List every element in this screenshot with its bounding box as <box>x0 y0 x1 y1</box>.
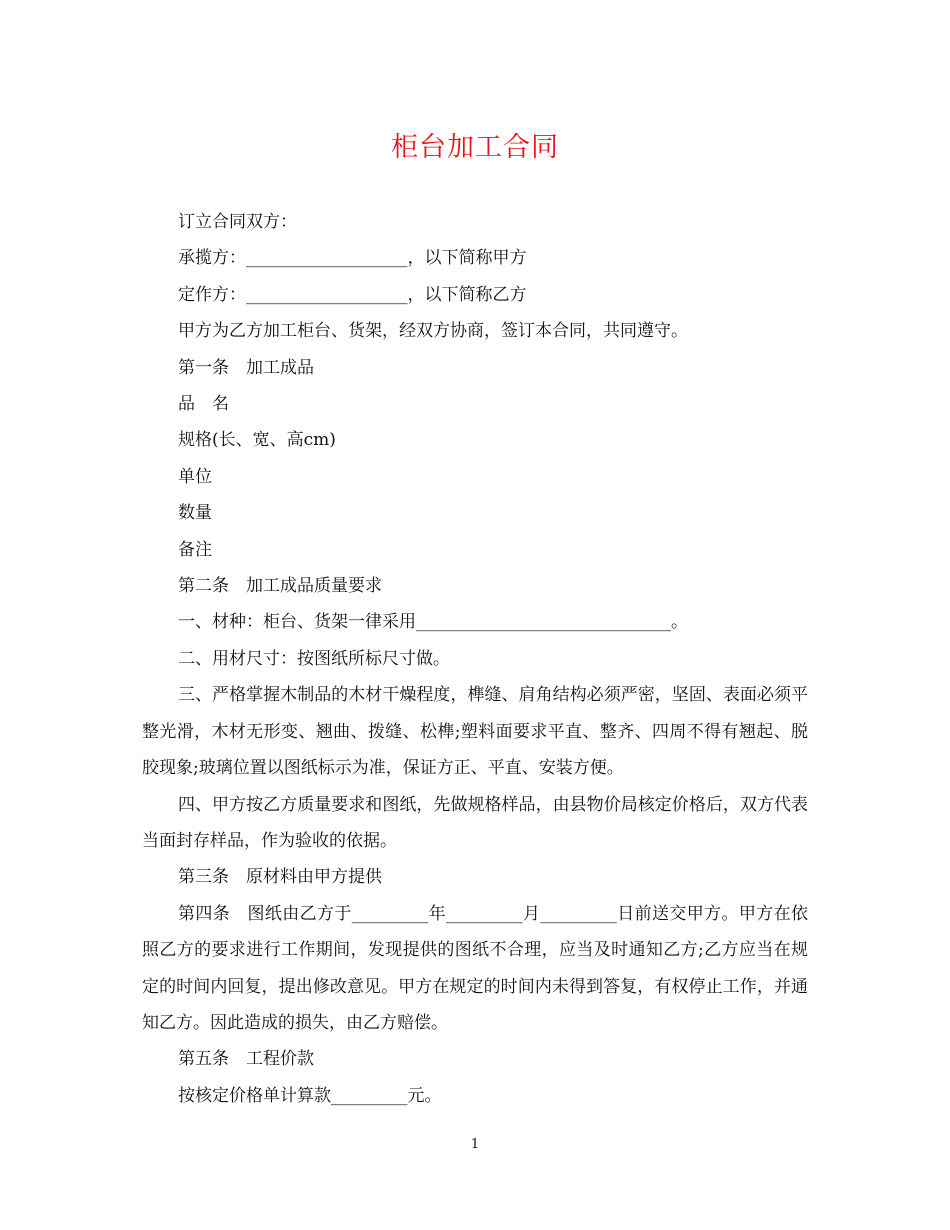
quality-item-3: 三、严格掌握木制品的木材干燥程度，榫缝、肩角结构必须严密，坚固、表面必须平整光滑，木材无形变、翘曲、拨缝、松榫;塑料面要求平直、整齐、四周不得有翘起、脱胶现象;玻璃位置以图纸标示为准，保证方正、平直、安装方便。 <box>142 685 808 779</box>
quality-item-1: 一、材种：柜台、货架一律采用______________________________。 <box>178 612 688 633</box>
article-4-paragraph: 第四条 图纸由乙方于_________年_________月_________日前送交甲方。甲方在依照乙方的要求进行工作期间，发现提供的图纸不合理，应当及时通知乙方;乙方应当在规定的时间内回复，提出修改意见。甲方在规定的时间内未得到答复，有权停止工作，并通知乙方。因此造成的损失，由乙方赔偿。 <box>142 903 808 1033</box>
quality-item-2: 二、用材尺寸：按图纸所标尺寸做。 <box>178 648 450 669</box>
document-title: 柜台加工合同 <box>391 132 559 163</box>
article-1-heading: 第一条 加工成品 <box>178 357 314 378</box>
item-product-name: 品 名 <box>178 394 229 415</box>
article-5-heading: 第五条 工程价款 <box>178 1049 314 1070</box>
quality-item-4: 四、甲方按乙方质量要求和图纸，先做规格样品，由县物价局核定价格后，双方代表当面封存样品，作为验收的依据。 <box>142 794 808 851</box>
document-body <box>142 204 808 1114</box>
paragraph-intro: 甲方为乙方加工柜台、货架，经双方协商，签订本合同，共同遵守。 <box>178 321 688 342</box>
article-2-heading: 第二条 加工成品质量要求 <box>178 576 382 597</box>
item-quantity: 数量 <box>178 503 212 524</box>
item-unit: 单位 <box>178 466 212 487</box>
paragraph-contractor: 承揽方：___________________，以下简称甲方 <box>178 248 527 269</box>
item-spec: 规格(长、宽、高cm) <box>178 430 336 451</box>
article-3-heading: 第三条 原材料由甲方提供 <box>178 867 382 888</box>
item-remarks: 备注 <box>178 539 212 560</box>
price-paragraph: 按核定价格单计算款_________元。 <box>178 1085 442 1106</box>
paragraph-parties: 订立合同双方： <box>178 212 297 232</box>
page-number: 1 <box>470 1137 480 1152</box>
paragraph-orderer: 定作方：___________________，以下简称乙方 <box>178 284 527 305</box>
